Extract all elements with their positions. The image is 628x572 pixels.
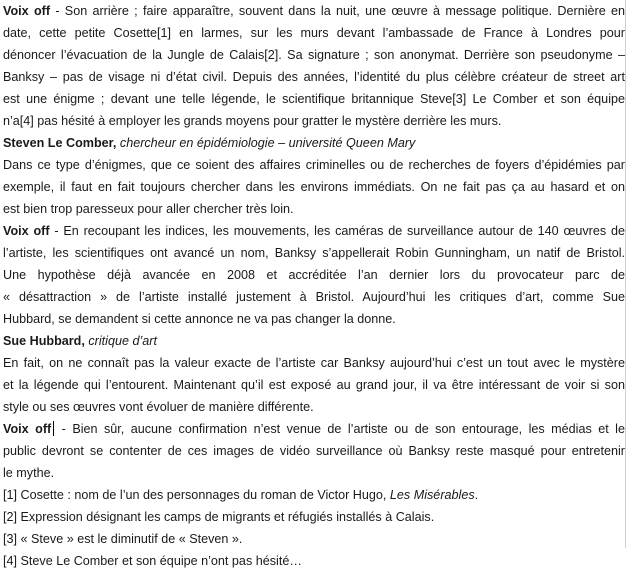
text-line: est bien trop paresseux pour aller chercher très loin. xyxy=(3,202,294,216)
text-line: « désattraction » de l’artiste installé justement à Bristol. Aujourd’hui les critiques d’art, comme Sue xyxy=(3,290,625,304)
speaker-role: critique d’art xyxy=(88,334,157,348)
text-line: Dans ce type d’énigmes, que ce soient des affaires criminelles ou de recherches de foyers d’épidémies par xyxy=(3,158,625,172)
text-line: dénoncer l’évacuation de la Jungle de Calais[2]. Sa signature ; son anonymat. Derrière son pseudonyme – xyxy=(3,48,625,62)
speaker-name: Steven Le Comber, xyxy=(3,136,117,150)
paragraph-voix-off-2[interactable] xyxy=(3,220,625,330)
document-body[interactable] xyxy=(3,0,625,572)
speaker-heading-hubbard[interactable] xyxy=(3,330,625,352)
text-line: le mythe. xyxy=(3,466,55,480)
paragraph-hubbard-quote[interactable] xyxy=(3,352,625,418)
footnote-3 xyxy=(3,528,625,550)
footnote-text: [4] Steve Le Comber et son équipe n’ont pas hésité… xyxy=(3,554,302,568)
text-line: Une hypothèse déjà avancée en 2008 et accréditée l’an dernier lors du provocateur parc de xyxy=(3,268,625,282)
text-line: l’artiste, les scientifiques ont avancé un nom, Banksy s’appellerait Robin Gunningham, un natif de Bristol. xyxy=(3,246,625,260)
speaker-name: Sue Hubbard, xyxy=(3,334,85,348)
text-line: exemple, il faut en fait toujours chercher dans les environs immédiats. On ne fait pas ça au hasard et on xyxy=(3,180,625,194)
text-line: date, cette petite Cosette[1] en larmes, sur les murs devant l’ambassade de France à Londres pour xyxy=(3,26,625,40)
text-line: est une énigme ; devant une telle légende, le scientifique britannique Steve[3] Le Comber et son équipe xyxy=(3,92,625,106)
text-line: et la légende qui l’entourent. Maintenant qu’il est exposé au grand jour, il va être intéressant de voir si son xyxy=(3,378,625,392)
speaker-role: chercheur en épidémiologie – université Queen Mary xyxy=(119,136,416,150)
paragraph-voix-off-1[interactable] xyxy=(3,0,625,132)
footnotes[interactable] xyxy=(3,484,625,572)
speaker-label: Voix off xyxy=(3,4,51,18)
speaker-label: Voix off xyxy=(3,224,50,238)
footnote-suffix: . xyxy=(474,488,479,502)
text-line: - En recoupant les indices, les mouvements, les caméras de surveillance autour de 140 œuvres de xyxy=(49,224,625,238)
speaker-label: Voix off xyxy=(3,422,52,436)
speaker-heading-le-comber[interactable] xyxy=(3,132,625,154)
footnote-text: [1] Cosette : nom de l’un des personnages du roman de Victor Hugo, xyxy=(3,488,390,502)
paragraph-voix-off-3[interactable] xyxy=(3,418,625,484)
page-edge xyxy=(625,0,626,548)
text-line: - Son arrière ; faire apparaître, souvent dans la nuit, une œuvre à message politique. Dernière en xyxy=(50,4,625,18)
text-line: En fait, on ne connaît pas la valeur exacte de l’artiste car Banksy aujourd’hui c’est un tout avec le mystère xyxy=(3,356,625,370)
text-line: n’a[4] pas hésité à employer les grands moyens pour gratter le mystère derrière les murs. xyxy=(3,114,502,128)
footnote-book-title: Les Misérables xyxy=(389,488,475,502)
footnote-text: [2] Expression désignant les camps de migrants et réfugiés installés à Calais. xyxy=(3,510,435,524)
text-line: Hubbard, se demandent si cette annonce ne va pas changer la donne. xyxy=(3,312,396,326)
footnote-2 xyxy=(3,506,625,528)
text-line: public devront se contenter de ces images de vidéo surveillance où Banksy reste masqué pour entretenir xyxy=(3,444,625,458)
text-line: Banksy – pas de visage ni d’état civil. Depuis des années, l’identité du plus célèbre créateur de street art xyxy=(3,70,625,84)
text-line: - Bien sûr, aucune confirmation n’est venue de l’artiste ou de son entourage, les médias et le xyxy=(55,422,625,436)
footnote-1 xyxy=(3,484,625,506)
paragraph-le-comber-quote[interactable] xyxy=(3,154,625,220)
text-line: style ou ses œuvres vont évoluer de manière différente. xyxy=(3,400,314,414)
footnote-text: [3] « Steve » est le diminutif de « Steven ». xyxy=(3,532,243,546)
footnote-4 xyxy=(3,550,625,572)
